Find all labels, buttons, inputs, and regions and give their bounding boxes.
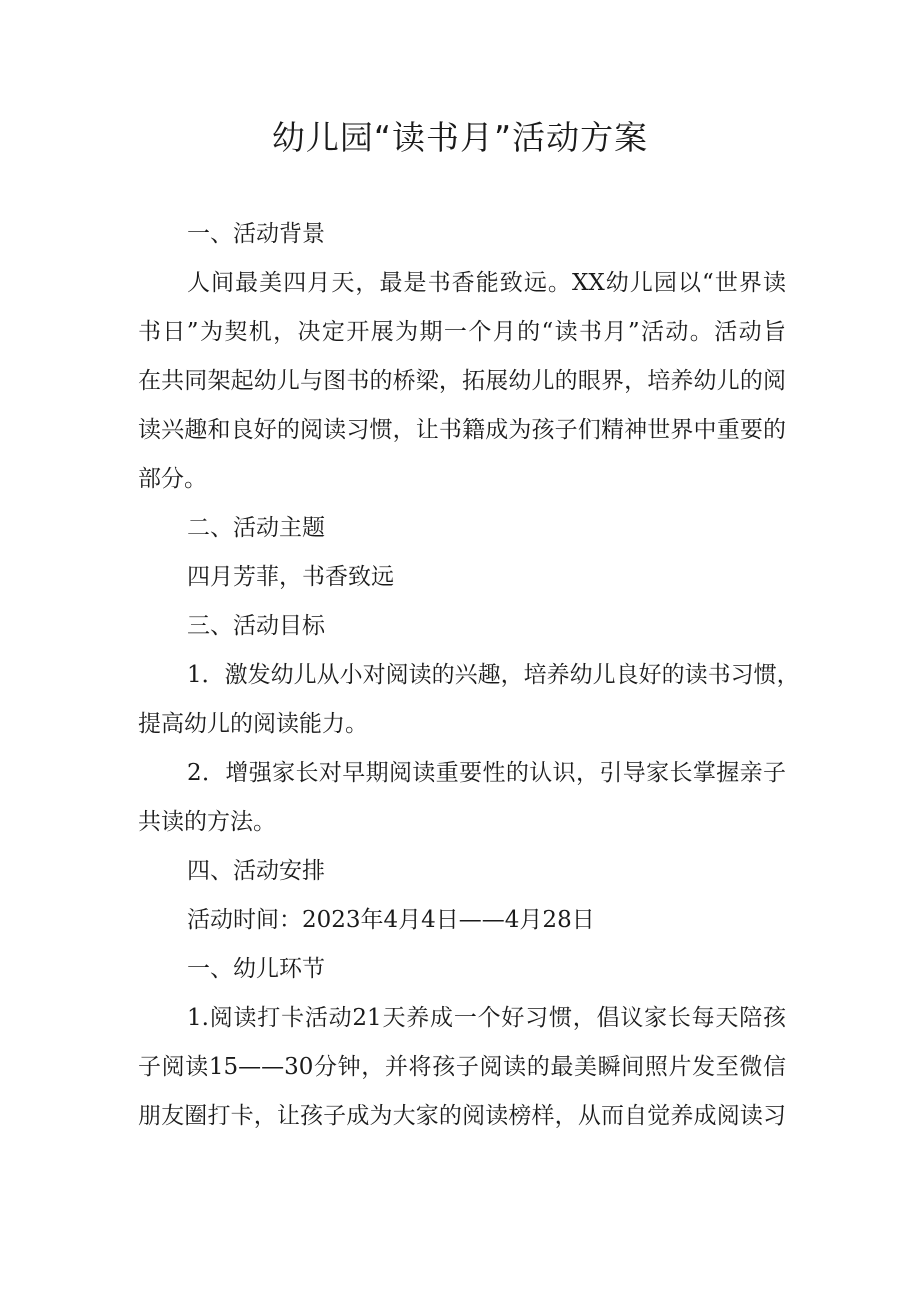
text-line: 人间最美四月天，最是书香能致远。XX幼儿园以“世界读 <box>187 270 786 296</box>
goal-item-1 <box>138 651 800 749</box>
document-body <box>138 210 800 1141</box>
text-line: 朋友圈打卡，让孩子成为大家的阅读榜样，从而自觉养成阅读习 <box>138 1103 786 1129</box>
document-title: 幼儿园“读书月”活动方案 <box>271 118 649 157</box>
text-line: 部分。 <box>138 466 207 492</box>
subsection-heading-children: 一、幼儿环节 <box>187 956 325 982</box>
theme-text: 四月芳菲，书香致远 <box>187 564 394 590</box>
text-line: 在共同架起幼儿与图书的桥梁，拓展幼儿的眼界，培养幼儿的阅 <box>138 368 786 394</box>
goal-item-2 <box>138 749 786 847</box>
text-line: 1.阅读打卡活动21天养成一个好习惯，倡议家长每天陪孩 <box>187 1005 786 1031</box>
text-line: 读兴趣和良好的阅读习惯，让书籍成为孩子们精神世界中重要的 <box>138 417 786 443</box>
text-line: 1．激发幼儿从小对阅读的兴趣，培养幼儿良好的读书习惯， <box>187 662 800 688</box>
text-line: 共读的方法。 <box>138 809 276 835</box>
section-heading-theme: 二、活动主题 <box>187 515 325 541</box>
paragraph-background <box>138 259 786 504</box>
schedule-item-1 <box>138 994 786 1141</box>
text-line: 书日”为契机，决定开展为期一个月的“读书月”活动。活动旨 <box>138 319 786 345</box>
section-heading-goals: 三、活动目标 <box>187 613 325 639</box>
section-heading-background: 一、活动背景 <box>187 221 325 247</box>
section-heading-schedule: 四、活动安排 <box>187 858 325 884</box>
text-line: 子阅读15——30分钟，并将孩子阅读的最美瞬间照片发至微信 <box>138 1054 786 1080</box>
schedule-time: 活动时间：2023年4月4日——4月28日 <box>187 907 595 933</box>
text-line: 提高幼儿的阅读能力。 <box>138 711 368 737</box>
text-line: 2．增强家长对早期阅读重要性的认识，引导家长掌握亲子 <box>187 760 786 786</box>
